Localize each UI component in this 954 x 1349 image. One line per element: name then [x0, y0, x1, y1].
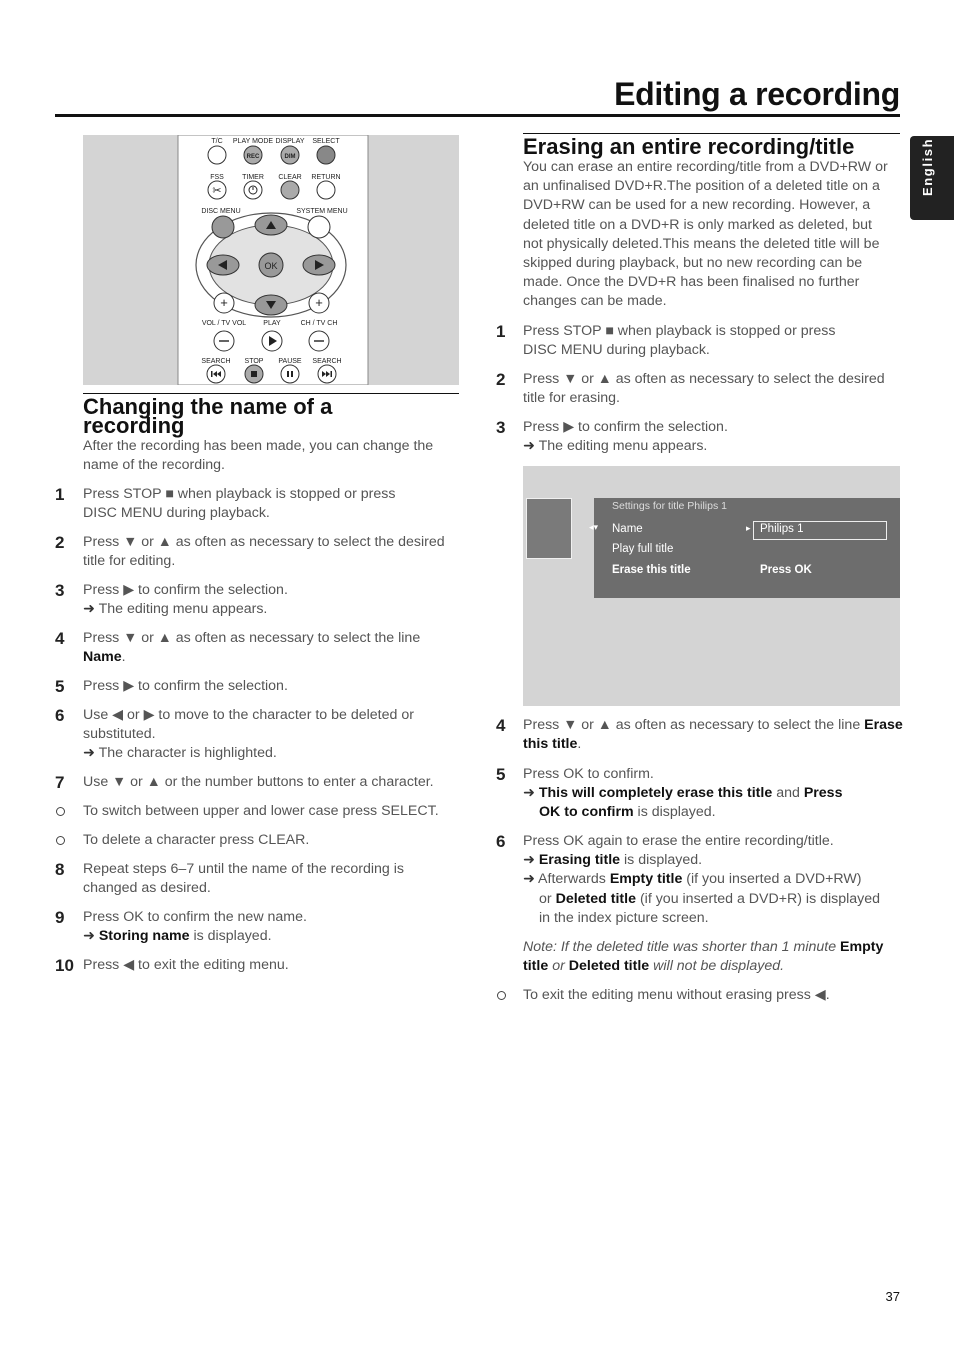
- svg-text:✂: ✂: [212, 185, 222, 197]
- stop-icon: [251, 371, 257, 377]
- plus-icon: +: [220, 295, 228, 310]
- menu-name-value: Philips 1: [760, 523, 804, 535]
- page-number: 37: [885, 1289, 900, 1304]
- remote-label-ok: OK: [264, 261, 278, 271]
- left-section-heading: Changing the name of a recording: [83, 394, 333, 438]
- bullet-circle-icon: [56, 807, 65, 816]
- bullet-circle-icon: [497, 991, 506, 1000]
- menu-cursor-icon: ◂▾: [589, 522, 599, 532]
- remote-label-fss: FSS: [210, 174, 224, 181]
- menu-item-erase-title[interactable]: Erase this title: [612, 564, 691, 576]
- remote-label-pause: PAUSE: [278, 358, 302, 365]
- remote-label-ch: CH / TV CH: [300, 320, 338, 327]
- remote-label-select: SELECT: [312, 138, 340, 145]
- bullet-circle-icon: [56, 836, 65, 845]
- select-button[interactable]: [317, 146, 335, 164]
- title-divider: [55, 114, 900, 117]
- menu-header: Settings for title Philips 1: [612, 500, 727, 512]
- system-menu-button[interactable]: [308, 216, 330, 238]
- remote-label-play-mode: PLAY MODE: [232, 138, 274, 145]
- tc-button[interactable]: [208, 146, 226, 164]
- remote-label-tc: T/C: [211, 138, 223, 145]
- right-intro: You can erase an entire recording/title from a DVD+RW or an unfinalised DVD+R.The position of a deleted title on a DVD+RW can be used for a new recording. However, a deleted title on a DVD+R is only marked as deleted, but not physically deleted.This means the deleted title will be skipped during playback, but no new recording can be made. Once the DVD+R has been finalised no further changes can be made.: [523, 159, 888, 310]
- language-tab-label: English: [920, 137, 935, 196]
- remote-label-vol: VOL / TV VOL: [201, 320, 247, 327]
- menu-erase-value: Press OK: [760, 564, 812, 576]
- return-button[interactable]: [317, 181, 335, 199]
- remote-label-disc-menu: DISC MENU: [201, 208, 241, 215]
- page-title: Editing a recording: [614, 76, 900, 112]
- remote-label-timer: TIMER: [242, 174, 264, 181]
- disc-menu-button[interactable]: [212, 216, 234, 238]
- remote-control-illustration: [83, 135, 459, 385]
- title-thumbnail: [526, 498, 572, 559]
- language-tab: [910, 136, 954, 220]
- remote-label-system-menu: SYSTEM MENU: [296, 208, 348, 215]
- remote-label-display: DISPLAY: [275, 138, 305, 145]
- menu-item-name[interactable]: Name: [612, 523, 643, 535]
- remote-label-play: PLAY: [263, 320, 281, 327]
- remote-label-stop: STOP: [244, 358, 264, 365]
- remote-label-clear: CLEAR: [278, 174, 302, 181]
- remote-label-return: RETURN: [311, 174, 341, 181]
- menu-item-play-full-title[interactable]: Play full title: [612, 543, 674, 555]
- menu-field-arrow-icon: ▸: [746, 523, 751, 533]
- scissors-icon: [212, 185, 221, 197]
- remote-label-search-right: SEARCH: [312, 358, 342, 365]
- plus-icon: +: [315, 295, 323, 310]
- remote-label-search-left: SEARCH: [201, 358, 231, 365]
- remote-label-dim: DIM: [284, 154, 296, 160]
- right-section-heading: Erasing an entire recording/title: [523, 134, 855, 159]
- remote-label-rec: REC: [246, 154, 260, 160]
- right-note: Note: If the deleted title was shorter than 1 minute Empty title or Deleted title will not be displayed.: [523, 939, 884, 975]
- clear-button[interactable]: [281, 181, 299, 199]
- pause-button[interactable]: [281, 365, 299, 383]
- left-intro: After the recording has been made, you can change the name of the recording.: [83, 438, 434, 474]
